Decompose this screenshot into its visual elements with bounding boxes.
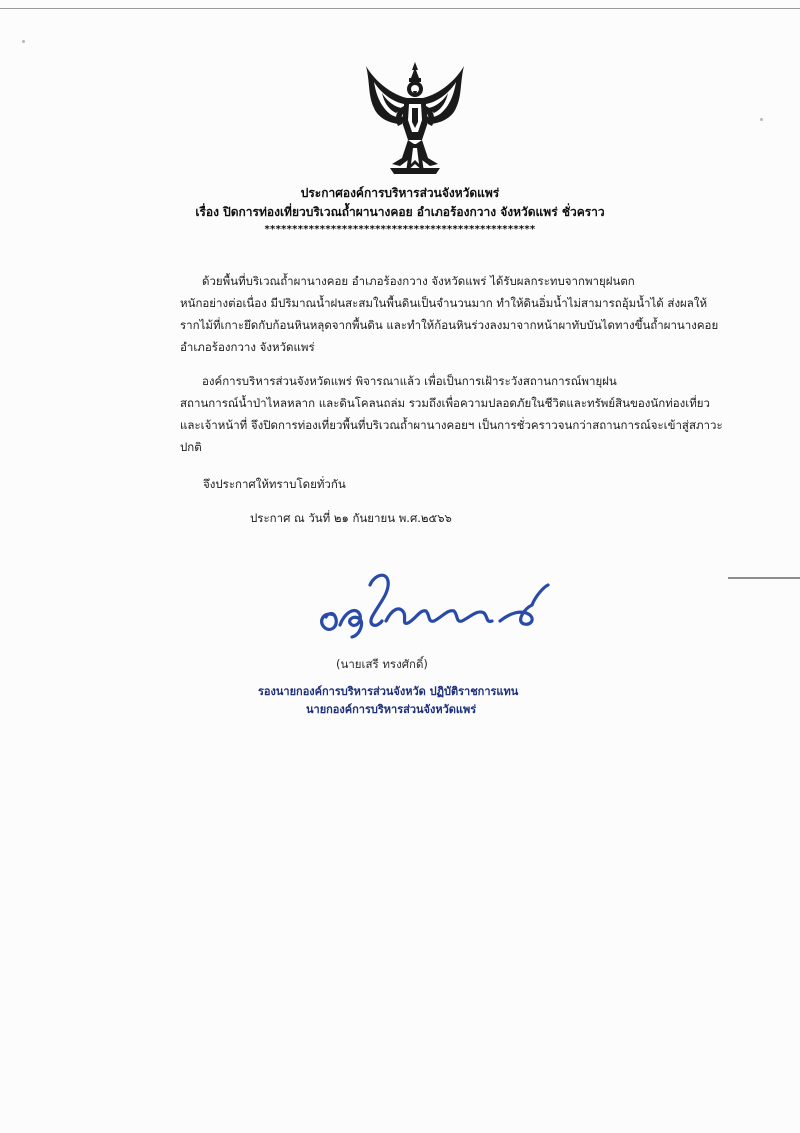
signer-title: รองนายกองค์การบริหารส่วนจังหวัด ปฏิบัติราชการแทน	[258, 685, 519, 698]
body-line: รากไม้ที่เกาะยึดกับก้อนหินหลุดจากพื้นดิน และทำให้ก้อนหินร่วงลงมาจากหน้าผาทับบันไดทางขึ้นถ้ำผานางคอย	[180, 318, 719, 332]
body-line: อำเภอร้องกวาง จังหวัดแพร่	[180, 340, 315, 354]
body-line: และเจ้าหน้าที่ จึงปิดการท่องเที่ยวพื้นที่บริเวณถ้ำผานางคอยฯ เป็นการชั่วคราวจนกว่าสถานการณ์จะเข้าสู่สภาวะปกติ	[180, 418, 723, 454]
scan-speck	[22, 40, 25, 43]
scan-speck	[760, 118, 763, 121]
document-title: ประกาศองค์การบริหารส่วนจังหวัดแพร่	[300, 186, 500, 200]
scan-edge-mark	[728, 577, 800, 579]
document-body	[180, 270, 740, 458]
body-line: องค์การบริหารส่วนจังหวัดแพร่ พิจารณาแล้ว เพื่อเป็นการเฝ้าระวังสถานการณ์พายุฝน	[202, 374, 617, 388]
body-line: สถานการณ์น้ำป่าไหลหลาก และดินโคลนถล่ม รวมถึงเพื่อความปลอดภัยในชีวิตและทรัพย์สินของนักท่องเที่ยว	[180, 396, 711, 410]
announcement-date: ประกาศ ณ วันที่ ๒๑ กันยายน พ.ศ.๒๕๖๖	[250, 511, 452, 525]
body-line: หนักอย่างต่อเนื่อง มีปริมาณน้ำฝนสะสมในพื้นดินเป็นจำนวนมาก ทำให้ดินอิ่มน้ำไม่สามารถอุ้มน้ำได้ ส่งผลให้	[180, 296, 708, 310]
garuda-emblem-icon	[360, 60, 470, 180]
document-subject: เรื่อง ปิดการท่องเที่ยวบริเวณถ้ำผานางคอย อำเภอร้องกวาง จังหวัดแพร่ ชั่วคราว	[195, 205, 605, 219]
signer-name: (นายเสรี ทรงศักดิ์)	[336, 657, 428, 671]
signer-title: นายกองค์การบริหารส่วนจังหวัดแพร่	[306, 703, 477, 716]
header-divider: *************************************************	[264, 224, 536, 235]
body-line: ด้วยพื้นที่บริเวณถ้ำผานางคอย อำเภอร้องกวาง จังหวัดแพร่ ได้รับผลกระทบจากพายุฝนตก	[202, 274, 635, 288]
closing-statement: จึงประกาศให้ทราบโดยทั่วกัน	[203, 477, 346, 491]
document-header	[150, 184, 650, 237]
scan-top-edge	[0, 8, 800, 9]
handwritten-signature	[300, 565, 560, 655]
